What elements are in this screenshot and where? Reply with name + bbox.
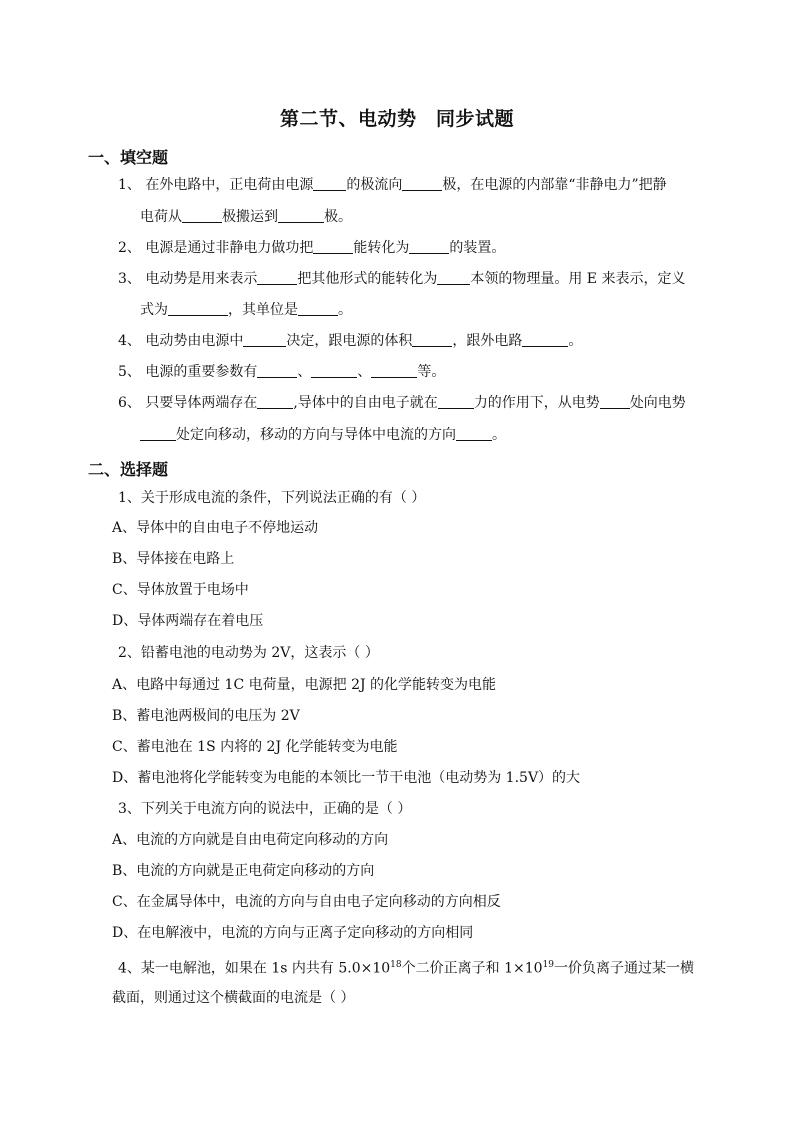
answer-blank[interactable] xyxy=(313,239,353,254)
answer-blank[interactable] xyxy=(278,208,324,223)
answer-blank[interactable] xyxy=(522,332,568,347)
answer-blank[interactable] xyxy=(257,394,293,409)
answer-blank[interactable] xyxy=(409,239,449,254)
fill-question-1-line-2: 电荷从 极搬运到 极。 xyxy=(140,209,352,225)
choice-option-b[interactable]: B、电流的方向就是正电荷定向移动的方向 xyxy=(112,863,375,879)
choice-option-c[interactable]: C、在金属导体中，电流的方向与自由电子定向移动的方向相反 xyxy=(112,894,501,910)
section-heading-choice: 二、选择题 xyxy=(88,460,169,479)
fill-question-1-line-1: 1、 在外电路中，正电荷由电源 的极流向 极，在电源的内部靠“非静电力”把静 xyxy=(118,177,667,193)
choice-option-a[interactable]: A、导体中的自由电子不停地运动 xyxy=(112,520,319,536)
answer-blank[interactable] xyxy=(168,301,228,316)
choice-option-d[interactable]: D、导体两端存在着电压 xyxy=(112,613,264,629)
choice-option-c[interactable]: C、蓄电池在 1S 内将的 2J 化学能转变为电能 xyxy=(112,739,398,755)
answer-blank[interactable] xyxy=(371,363,417,378)
answer-blank[interactable] xyxy=(437,270,470,285)
page-title: 第二节、电动势 同步试题 xyxy=(279,108,514,130)
choice-option-d[interactable]: D、在电解液中，电流的方向与正离子定向移动的方向相同 xyxy=(112,925,474,941)
choice-question-4-line-2: 截面，则通过这个横截面的电流是（ ） xyxy=(112,990,355,1006)
choice-option-c[interactable]: C、导体放置于电场中 xyxy=(112,582,249,598)
choice-option-a[interactable]: A、电流的方向就是自由电荷定向移动的方向 xyxy=(112,832,389,848)
fill-question-4: 4、 电动势由电源中 决定，跟电源的体积 ，跟外电路 。 xyxy=(118,333,583,349)
fill-question-6-line-2: 处定向移动，移动的方向与导体中电流的方向 。 xyxy=(140,425,506,445)
answer-blank[interactable] xyxy=(313,176,346,191)
choice-option-d[interactable]: D、蓄电池将化学能转变为电能的本领比一节干电池（电动势为 1.5V）的大 xyxy=(112,770,581,786)
answer-blank[interactable] xyxy=(140,426,176,441)
answer-blank[interactable] xyxy=(438,394,474,409)
fill-question-5: 5、 电源的重要参数有 、 、 等。 xyxy=(118,364,446,380)
choice-question-1-stem: 1、关于形成电流的条件，下列说法正确的有（ ） xyxy=(118,490,426,506)
answer-blank[interactable] xyxy=(257,363,297,378)
fill-question-2: 2、 电源是通过非静电力做功把 能转化为 的装置。 xyxy=(118,240,506,256)
answer-blank[interactable] xyxy=(402,176,442,191)
choice-option-a[interactable]: A、电路中每通过 1C 电荷量，电源把 2J 的化学能转变为电能 xyxy=(112,677,497,693)
answer-blank[interactable] xyxy=(182,208,222,223)
answer-blank[interactable] xyxy=(311,363,357,378)
fill-question-3-line-2: 式为 ，其单位是 。 xyxy=(140,302,352,318)
choice-question-4-line-1: 4、某一电解池，如果在 1s 内共有 $5.0\times 10^{18}$个二价正离子和 $1\times 10^{19}$一价负离子通过某一横 xyxy=(118,960,694,977)
answer-blank[interactable] xyxy=(412,332,452,347)
answer-blank[interactable] xyxy=(456,426,492,441)
section-heading-fill: 一、填空题 xyxy=(88,148,169,167)
answer-blank[interactable] xyxy=(257,270,297,285)
choice-question-3-stem: 3、下列关于电流方向的说法中，正确的是（ ） xyxy=(118,801,412,817)
answer-blank[interactable] xyxy=(600,394,630,409)
answer-blank[interactable] xyxy=(298,301,338,316)
fill-question-3-line-1: 3、 电动势是用来表示 把其他形式的能转化为 本领的物理量。用 E 来表示，定义 xyxy=(118,271,686,287)
fill-question-6-line-1: 6、 只要导体两端存在 ,导体中的自由电子就在 力的作用下，从电势 处向电势 xyxy=(118,395,686,411)
answer-blank[interactable] xyxy=(243,332,286,347)
choice-question-2-stem: 2、铅蓄电池的电动势为 2V，这表示（ ） xyxy=(118,645,379,661)
choice-option-b[interactable]: B、导体接在电路上 xyxy=(112,551,235,567)
choice-option-b[interactable]: B、蓄电池两极间的电压为 2V xyxy=(112,708,300,724)
